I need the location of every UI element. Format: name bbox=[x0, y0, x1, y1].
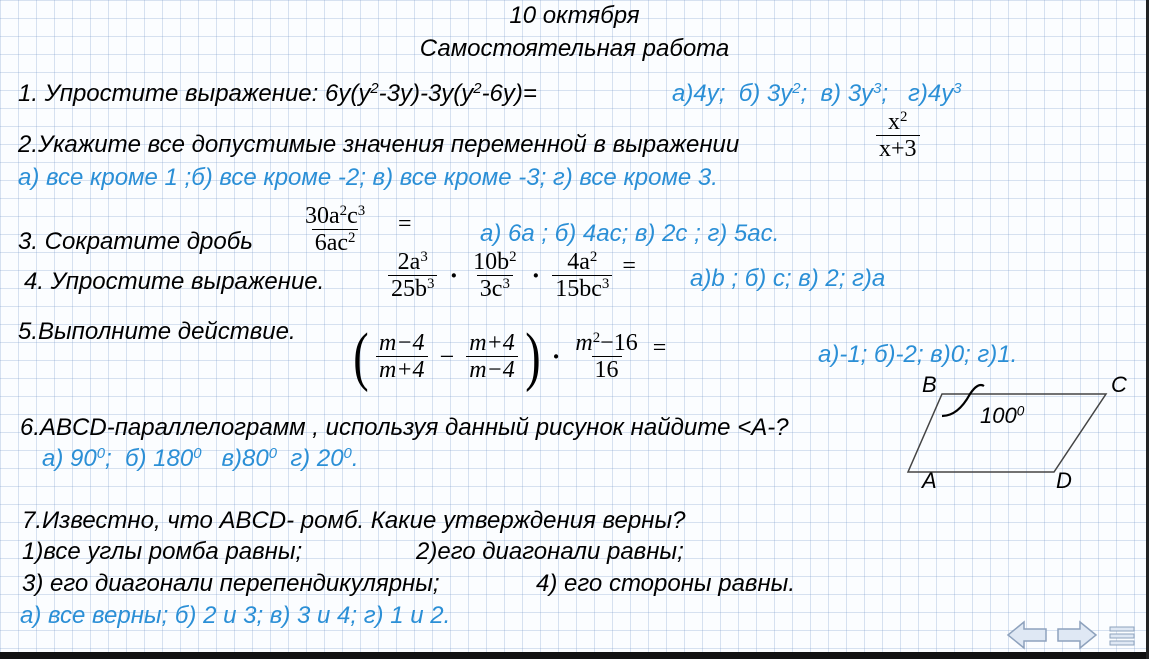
task7-statement-4: 4) его стороны равны. bbox=[536, 570, 795, 597]
task3-answers: а) 6а ; б) 4ас; в) 2с ; г) 5ас. bbox=[480, 220, 780, 247]
task5-fraction-2: $\frac{m+4}{m-4}$ bbox=[466, 331, 518, 384]
angle-label: $100^0$ bbox=[980, 403, 1025, 428]
task3-question: 3. Сократите дробь bbox=[18, 228, 253, 255]
vertex-label-c: C bbox=[1111, 372, 1127, 397]
task4-fraction-2: $\frac{10b^2}{3c^3}$ bbox=[473, 248, 517, 303]
menu-lines-icon bbox=[1108, 624, 1136, 648]
task2-question: 2.Укажите все допустимые значения переменной в выражении bbox=[18, 131, 740, 158]
angle-arc bbox=[942, 385, 984, 416]
task4-answers: а)b ; б) с; в) 2; г)а bbox=[690, 265, 886, 292]
task4-fraction-1: $\frac{2a^3}{25b^3}$ bbox=[388, 250, 437, 303]
task1-answers: а)4y; б) $3y^2$; в) $3y^3$; $г)4y^3$ bbox=[672, 80, 962, 107]
prev-slide-button[interactable] bbox=[1006, 620, 1050, 650]
task7-answers: а) все верны; б) 2 и 3; в) 3 и 4; г) 1 и 2. bbox=[20, 602, 451, 629]
task7-question: 7.Известно, что ABCD- ромб. Какие утверждения верны? bbox=[22, 507, 686, 534]
task5-answers: а)-1; б)-2; в)0; г)1. bbox=[818, 341, 1018, 368]
bottom-frame-edge bbox=[0, 652, 1149, 659]
vertex-label-d: D bbox=[1056, 468, 1072, 493]
slide-title: Самостоятельная работа bbox=[419, 35, 730, 62]
vertex-label-b: B bbox=[922, 372, 937, 397]
task5-question: 5.Выполните действие. bbox=[18, 318, 296, 345]
task4-fraction-3: $\frac{4a^2}{15bc^3}$ bbox=[552, 250, 612, 303]
next-slide-button[interactable] bbox=[1054, 620, 1098, 650]
arrow-right-icon bbox=[1054, 620, 1098, 650]
vertex-label-a: A bbox=[922, 468, 937, 493]
slide-menu-button[interactable] bbox=[1108, 624, 1136, 648]
task7-statement-2: 2)его диагонали равны; bbox=[416, 538, 684, 565]
task4-expression: $\frac{2a^3}{25b^3}$ · $\frac{10b^2}{3c^3}$ · $\frac{4a^2}{15bc^3}$ = bbox=[384, 250, 636, 303]
task3-equals: = bbox=[398, 211, 412, 237]
task4-question: 4. Упростите выражение. bbox=[24, 268, 325, 295]
task5-fraction-1: $\frac{m-4}{m+4}$ bbox=[376, 331, 428, 384]
task5-expression: ( $\frac{m-4}{m+4}$ − $\frac{m+4}{m-4}$ ) · $\frac{m^2-16}{16}$ = bbox=[353, 320, 667, 393]
arrow-left-icon bbox=[1006, 620, 1050, 650]
slide-date: 10 октября bbox=[509, 2, 640, 29]
task2-answers: а) все кроме 1 ;б) все кроме -2; в) все кроме -3; г) все кроме 3. bbox=[18, 164, 718, 191]
task5-fraction-3: $\frac{m^2-16}{16}$ bbox=[575, 329, 638, 383]
task2-fraction: $\frac{x^2}{x+3}$ bbox=[872, 110, 924, 163]
task7-statement-3: 3) его диагонали перепендикулярны; bbox=[22, 570, 440, 597]
task3-fraction: $\frac{30a^2c^3}{6ac^2}$ bbox=[305, 202, 366, 257]
task6-answers: а) $90^0$; б) $180^0$ $в)80^0$ г) $20^0$. bbox=[42, 445, 359, 472]
task7-statement-1: 1)все углы ромба равны; bbox=[22, 538, 303, 565]
task1-question: 1. Упростите выражение: $6y(y^2-3y)-3y(y^2-6y)=$ bbox=[18, 80, 537, 107]
task6-question: 6.ABCD-параллелограмм , используя данный рисунок найдите <A-? bbox=[20, 414, 789, 441]
